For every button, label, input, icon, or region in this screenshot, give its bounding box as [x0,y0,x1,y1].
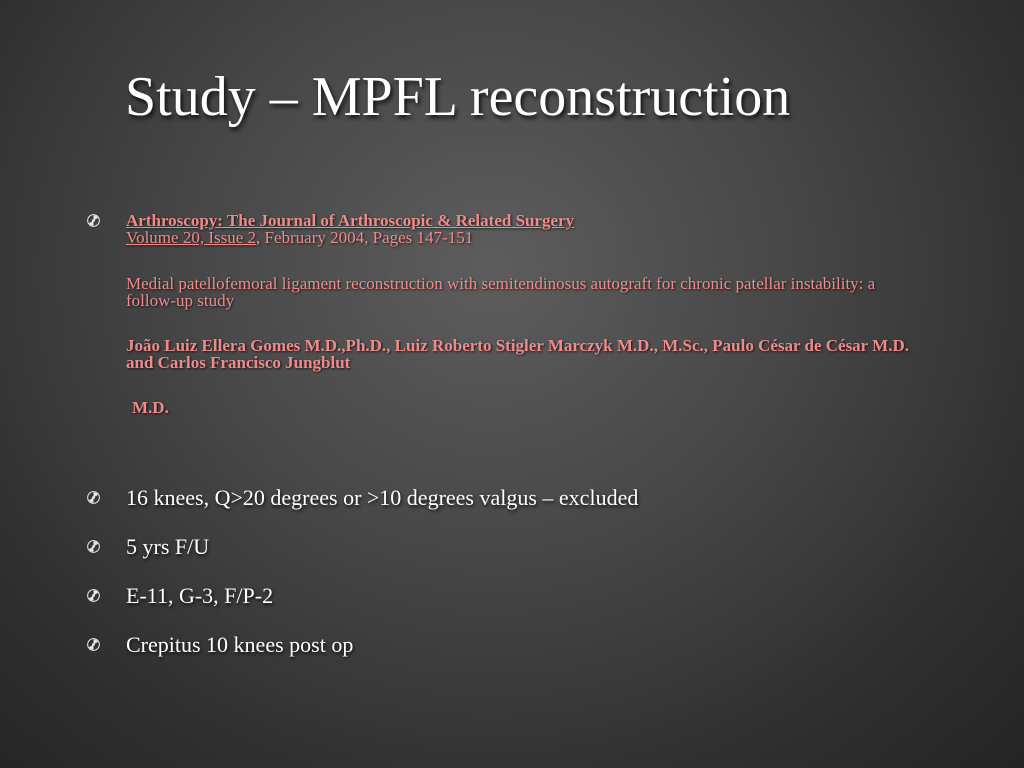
bullet-point: E-11, G-3, F/P-2 [126,583,274,608]
journal-link[interactable]: Arthroscopy: The Journal of Arthroscopic & Related Surgery [126,211,575,230]
radiation-bullet-icon [87,214,100,227]
bullet-point: 5 yrs F/U [126,534,210,559]
radiation-bullet-icon [87,540,100,553]
radiation-bullet-icon [87,589,100,602]
article-title: Medial patellofemoral ligament reconstruction with semitendinosus autograft for chronic patellar instability: a follow-up study [126,274,876,310]
date-pages: , February 2004, Pages 147-151 [256,228,474,247]
volume-issue-link[interactable]: Volume 20, Issue 2 [126,228,257,247]
reference-citation [126,212,926,246]
bullet-point: Crepitus 10 knees post op [126,632,354,657]
radiation-bullet-icon [87,491,100,504]
radiation-bullet-icon [87,638,100,651]
author-degree: M.D. [132,398,169,417]
bullet-point: 16 knees, Q>20 degrees or >10 degrees valgus – excluded [126,485,639,510]
authors: João Luiz Ellera Gomes M.D.,Ph.D., Luiz Roberto Stigler Marczyk M.D., M.Sc., Paulo César de César M.D. and Carlos Francisco Jungblut [126,336,909,372]
slide-title: Study – MPFL reconstruction [125,66,791,128]
